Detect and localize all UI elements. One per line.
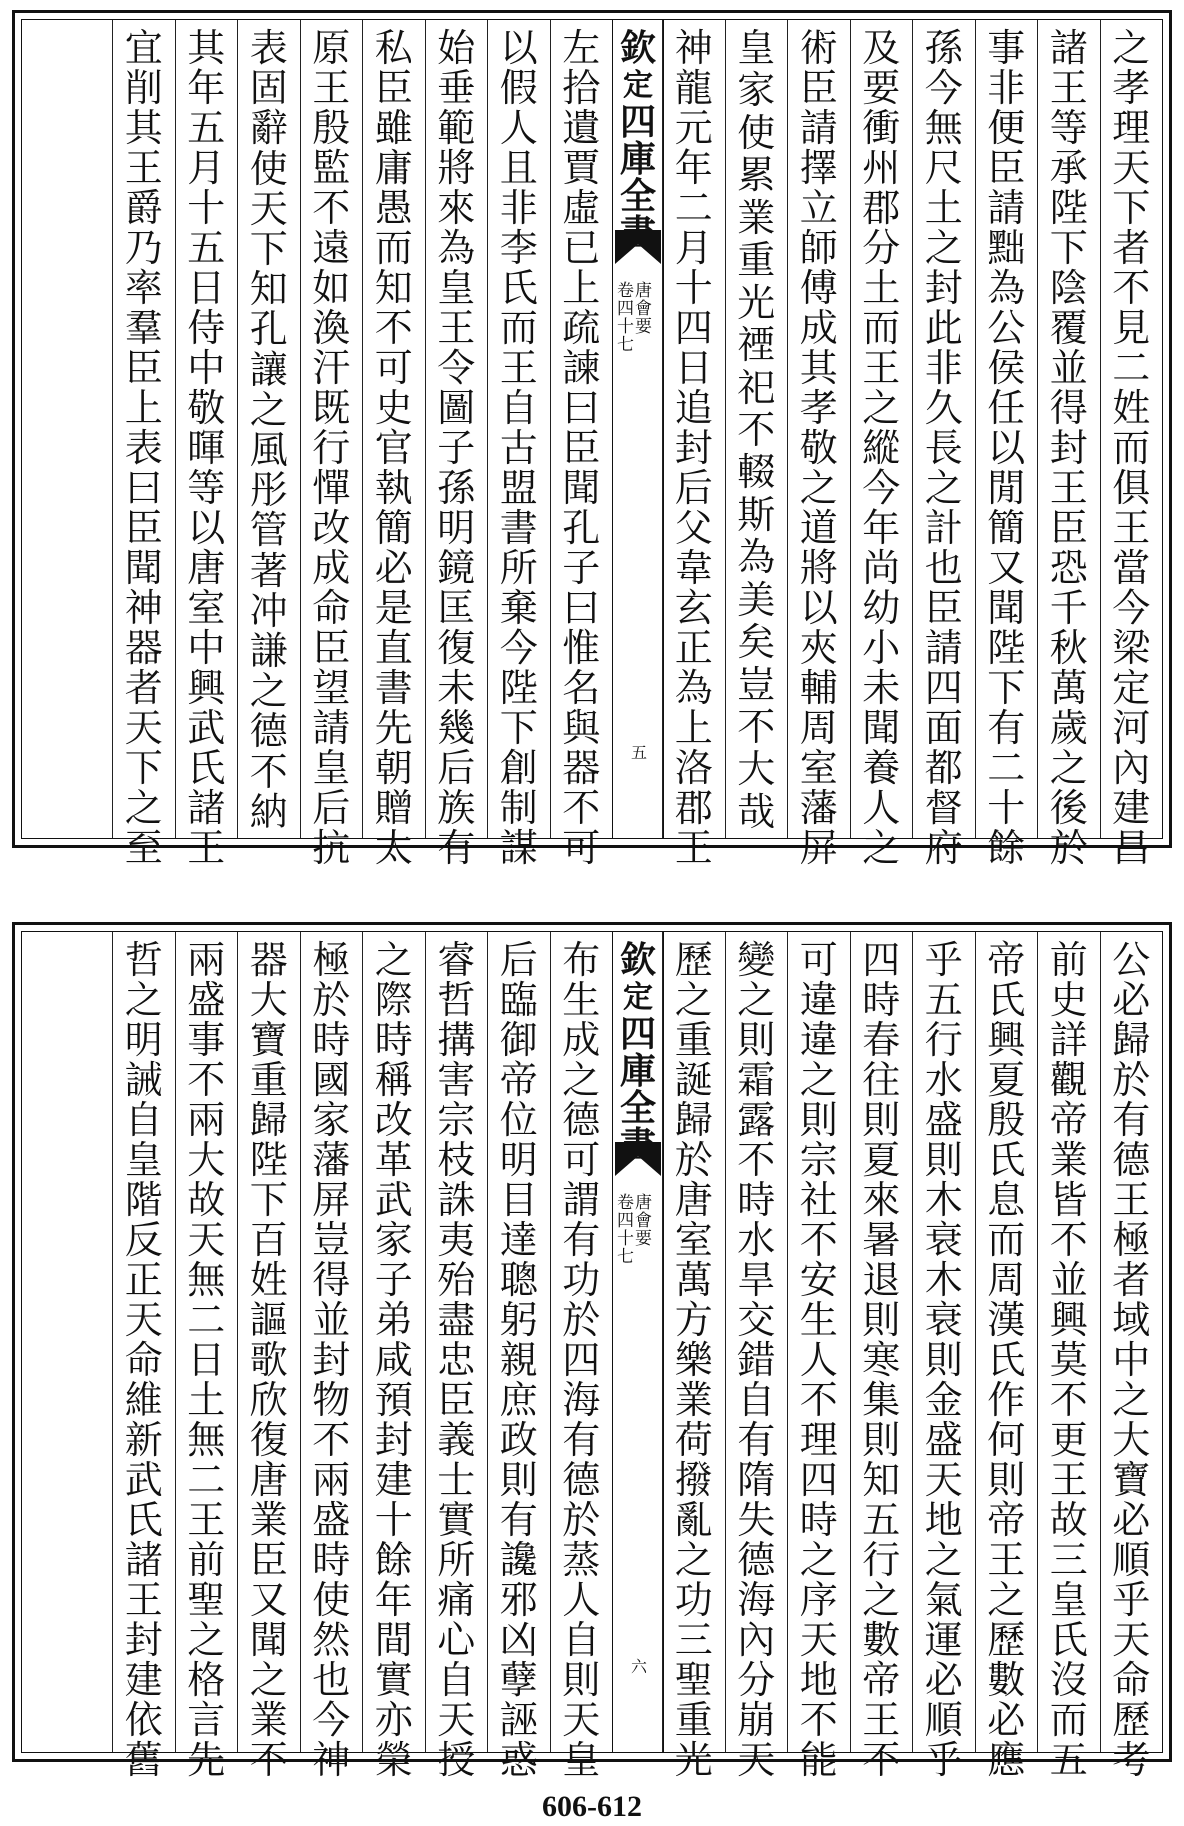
left-column-7: 兩 盛 事 不 兩 大 故 天 無 二 日 土 無 二 王 前 聖 之 格 言 先: [175, 932, 238, 1752]
right-column-2: 諸 王 等 承 陛 下 陰 覆 並 得 封 王 臣 恐 千 秋 萬 歲 之 後 於: [1037, 20, 1100, 838]
right-column-5: 四 時 春 往 則 夏 來 暑 退 則 寒 集 則 知 五 行 之 數 帝 王 不: [850, 932, 913, 1752]
right-column-3: 帝 氏 興 夏 殷 氏 息 而 周 漢 氏 作 何 則 帝 王 之 歷 數 必 應: [975, 932, 1038, 1752]
center-title-column: [612, 932, 664, 1752]
right-column-4: 孫 今 無 尺 土 之 封 此 非 久 長 之 計 也 臣 請 四 面 都 督 府: [912, 20, 975, 838]
volume-label: 卷 四 十 七: [617, 281, 634, 355]
right-column-8: 神 龍 元 年 二 月 十 四 日 追 封 后 父 韋 玄 正 為 上 洛 郡 王: [662, 20, 725, 838]
right-column-6: 可 違 違 之 則 宗 社 不 安 生 人 不 理 四 時 之 序 天 地 不 能: [787, 932, 850, 1752]
side-book-title: 唐 會 要: [635, 281, 652, 337]
left-column-5: 極 於 時 國 家 藩 屏 豈 得 並 封 物 不 兩 盛 時 使 然 也 今 神: [300, 932, 363, 1752]
left-column-2: 以 假 人 且 非 李 氏 而 王 自 古 盟 書 所 棄 今 陛 下 創 制 謀: [487, 20, 550, 838]
fish-tail-mark-icon: [615, 1142, 661, 1176]
left-column-6: 器 大 寶 重 歸 陛 下 百 姓 謳 歌 欣 復 唐 業 臣 又 聞 之 業 不: [237, 932, 300, 1752]
right-column-7: 皇 家 使 累 業 重 光 禋 祀 不 輟 斯 為 美 矣 豈 不 大 哉: [725, 20, 788, 838]
folio-number: 五: [631, 743, 648, 762]
left-column-4: 之 際 時 稱 改 革 武 家 子 弟 咸 預 封 建 十 餘 年 間 實 亦 榮: [362, 932, 425, 1752]
top-page: [12, 10, 1172, 870]
volume-label: 卷 四 十 七: [617, 1193, 634, 1267]
folio-number: 六: [631, 1657, 648, 1676]
left-column-6: 表 固 辭 使 天 下 知 孔 讓 之 風 彤 管 著 冲 謙 之 德 不 納: [237, 20, 300, 838]
left-column-7: 其 年 五 月 十 五 日 侍 中 敬 暉 等 以 唐 室 中 興 武 氏 諸 王: [175, 20, 238, 838]
left-column-4: 私 臣 雖 庸 愚 而 知 不 可 史 官 執 簡 必 是 直 書 先 朝 贈 太: [362, 20, 425, 838]
left-column-8: 宜 削 其 王 爵 乃 率 羣 臣 上 表 曰 臣 聞 神 器 者 天 下 之 至: [112, 20, 175, 838]
left-column-3: 睿 哲 搆 害 宗 枝 誅 夷 殆 盡 忠 臣 義 士 實 所 痛 心 自 天 授: [425, 932, 488, 1752]
page-range-label: 606-612: [542, 1790, 642, 1823]
left-column-5: 原 王 殷 監 不 遠 如 渙 汗 既 行 憚 改 成 命 臣 望 請 皇 后 抗: [300, 20, 363, 838]
top-page-frame: [21, 19, 1163, 870]
right-column-1: 之 孝 理 天 下 者 不 見 二 姓 而 俱 王 當 今 梁 定 河 內 建 昌: [1100, 20, 1163, 838]
bottom-page-frame: [21, 931, 1163, 1782]
left-column-1: 布 生 成 之 德 可 謂 有 功 於 四 海 有 德 於 蒸 人 自 則 天 皇: [550, 932, 613, 1752]
book-title: 欽 定 四 庫 全: [619, 27, 656, 217]
right-column-7: 變 之 則 霜 露 不 時 水 旱 交 錯 自 有 隋 失 德 海 內 分 崩 天: [725, 932, 788, 1752]
right-column-3: 事 非 便 臣 請 黜 為 公 侯 任 以 閒 簡 又 聞 陛 下 有 二 十 餘: [975, 20, 1038, 838]
fish-tail-mark-icon: [615, 230, 661, 264]
book-title: 欽 定 四 庫 全: [619, 939, 656, 1129]
left-column-8: 哲 之 明 誡 自 皇 階 反 正 天 命 維 新 武 氏 諸 王 封 建 依 舊: [112, 932, 175, 1752]
center-title-column: [612, 20, 664, 838]
left-column-2: 后 臨 御 帝 位 明 目 達 聰 躬 親 庶 政 則 有 讒 邪 凶 孽 誣 惑: [487, 932, 550, 1752]
right-column-4: 乎 五 行 水 盛 則 木 衰 木 衰 則 金 盛 天 地 之 氣 運 必 順 乎: [912, 932, 975, 1752]
right-column-5: 及 要 衝 州 郡 分 土 而 王 之 縱 今 年 尚 幼 小 未 聞 養 人 之: [850, 20, 913, 838]
side-book-title: 唐 會 要: [635, 1193, 652, 1249]
right-column-2: 前 史 詳 觀 帝 業 皆 不 並 興 莫 不 更 王 故 三 皇 氏 沒 而 五: [1037, 932, 1100, 1752]
left-column-1: 左 拾 遺 賈 虛 已 上 疏 諫 曰 臣 聞 孔 子 曰 惟 名 與 器 不 可: [550, 20, 613, 838]
left-column-3: 始 垂 範 將 來 為 皇 王 令 圖 子 孫 明 鏡 匡 復 未 幾 后 族 有: [425, 20, 488, 838]
bottom-page: [12, 922, 1172, 1782]
right-column-8: 歷 之 重 誕 歸 於 唐 室 萬 方 樂 業 荷 撥 亂 之 功 三 聖 重 光: [662, 932, 725, 1752]
right-column-6: 術 臣 請 擇 立 師 傅 成 其 孝 敬 之 道 將 以 夾 輔 周 室 藩 屏: [787, 20, 850, 838]
right-column-1: 公 必 歸 於 有 德 王 極 者 域 中 之 大 寶 必 順 乎 天 命 歷 考: [1100, 932, 1163, 1752]
